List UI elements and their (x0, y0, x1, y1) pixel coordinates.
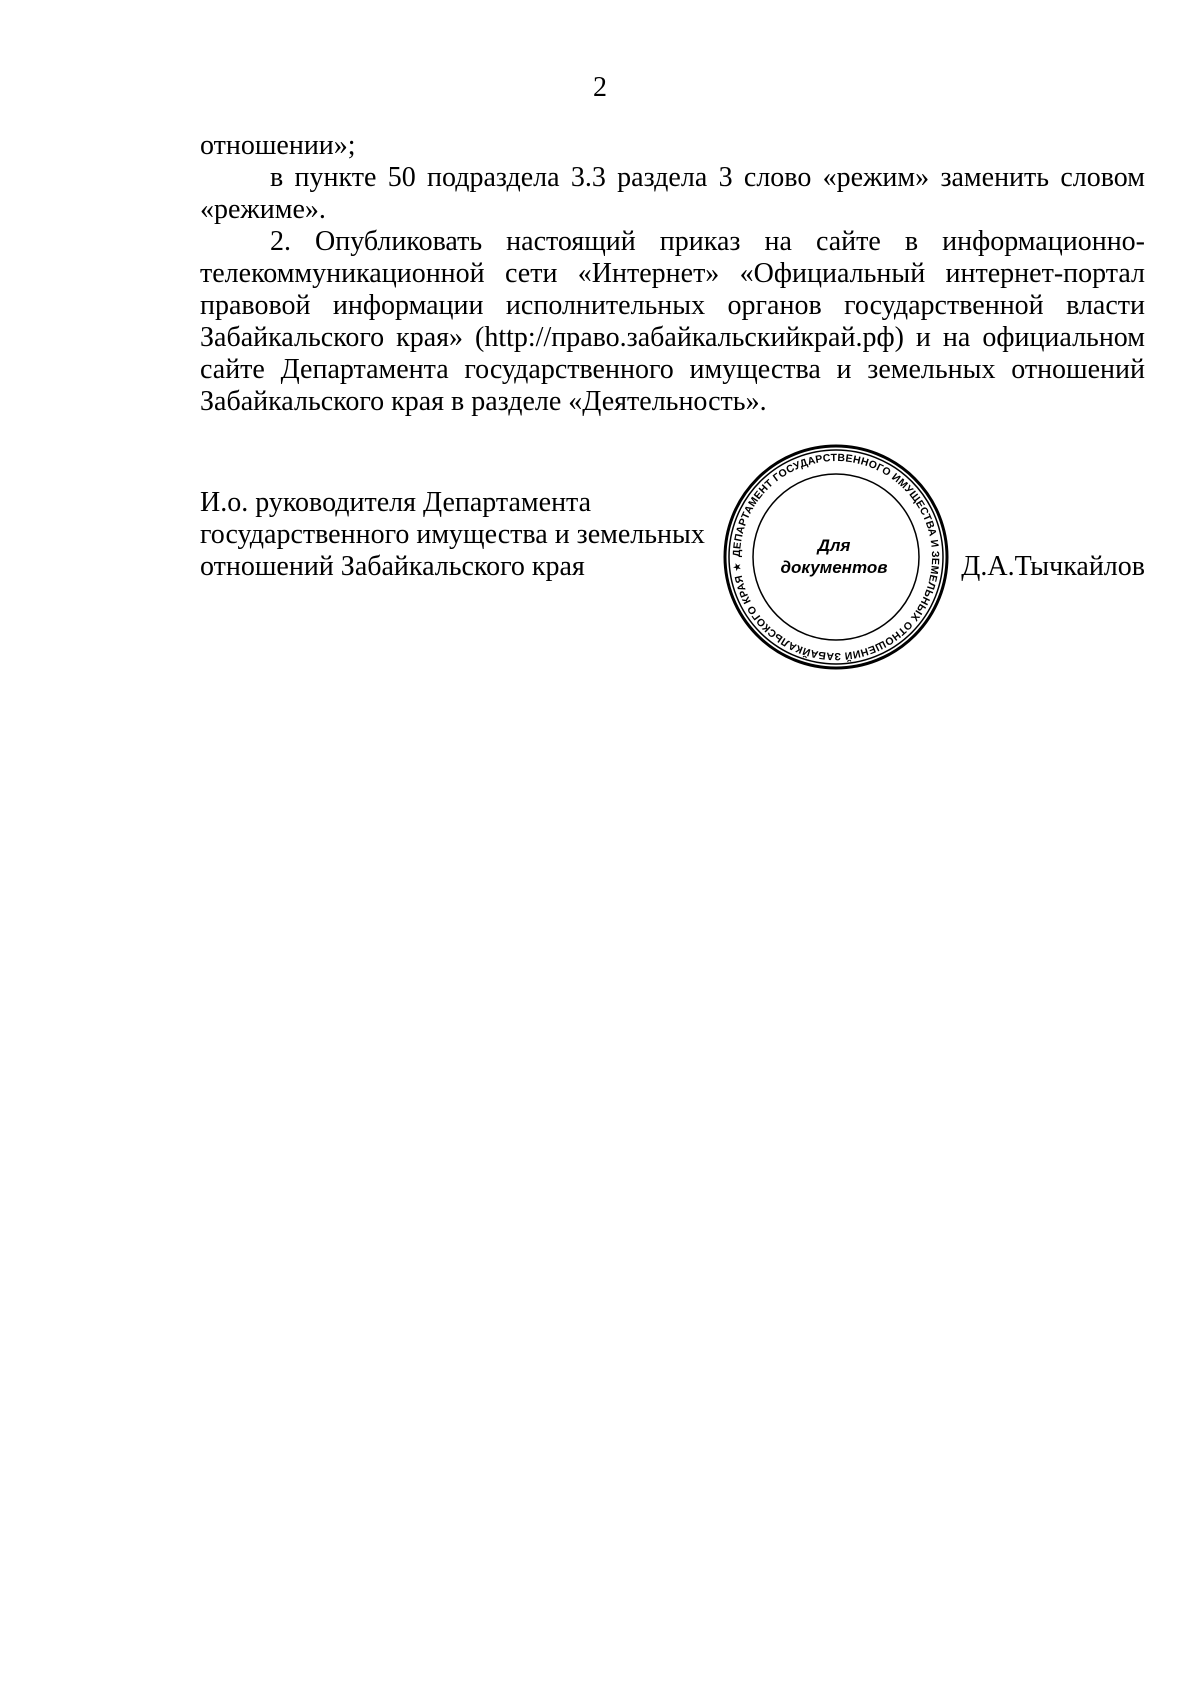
document-body (200, 130, 1145, 418)
signer-title (200, 487, 705, 583)
seal-outer-ring (725, 446, 947, 668)
paragraph-continuation: отношении»; (200, 130, 356, 161)
signer-title-line: государственного имущества и земельных (200, 519, 705, 550)
signer-title-line: И.о. руководителя Департамента (200, 487, 592, 518)
signer-name: Д.А.Тычкайлов (961, 551, 1145, 582)
seal-center-line2: документов (780, 558, 888, 577)
seal-middle-ring (729, 450, 943, 664)
seal-ring-text: ДЕПАРТАМЕНТ ГОСУДАРСТВЕННОГО ИМУЩЕСТВА И ЗЕМЕЛЬНЫХ ОТНОШЕНИЙ ЗАБАЙКАЛЬСКОГО КРАЯ ★ (730, 451, 942, 663)
seal-inner-ring (753, 474, 919, 640)
seal-center-line1: Для (817, 536, 851, 555)
signer-title-line: отношений Забайкальского края (200, 551, 585, 582)
page-number: 2 (593, 72, 607, 103)
paragraph-publication: 2. Опубликовать настоящий приказ на сайте в информационно-телекоммуникационной сети «Интернет» «Официальный интернет-портал правовой информации исполнительных органов государственной власти Забайкальского края» (http://право.забайкальскийкрай.рф) и на официальном сайте Департамента государственного имущества и земельных отношений Забайкальского края в разделе «Деятельность». (200, 226, 1145, 417)
official-seal (722, 443, 950, 671)
paragraph-amendment: в пункте 50 подраздела 3.3 раздела 3 слово «режим» заменить словом «режиме». (200, 162, 1145, 225)
